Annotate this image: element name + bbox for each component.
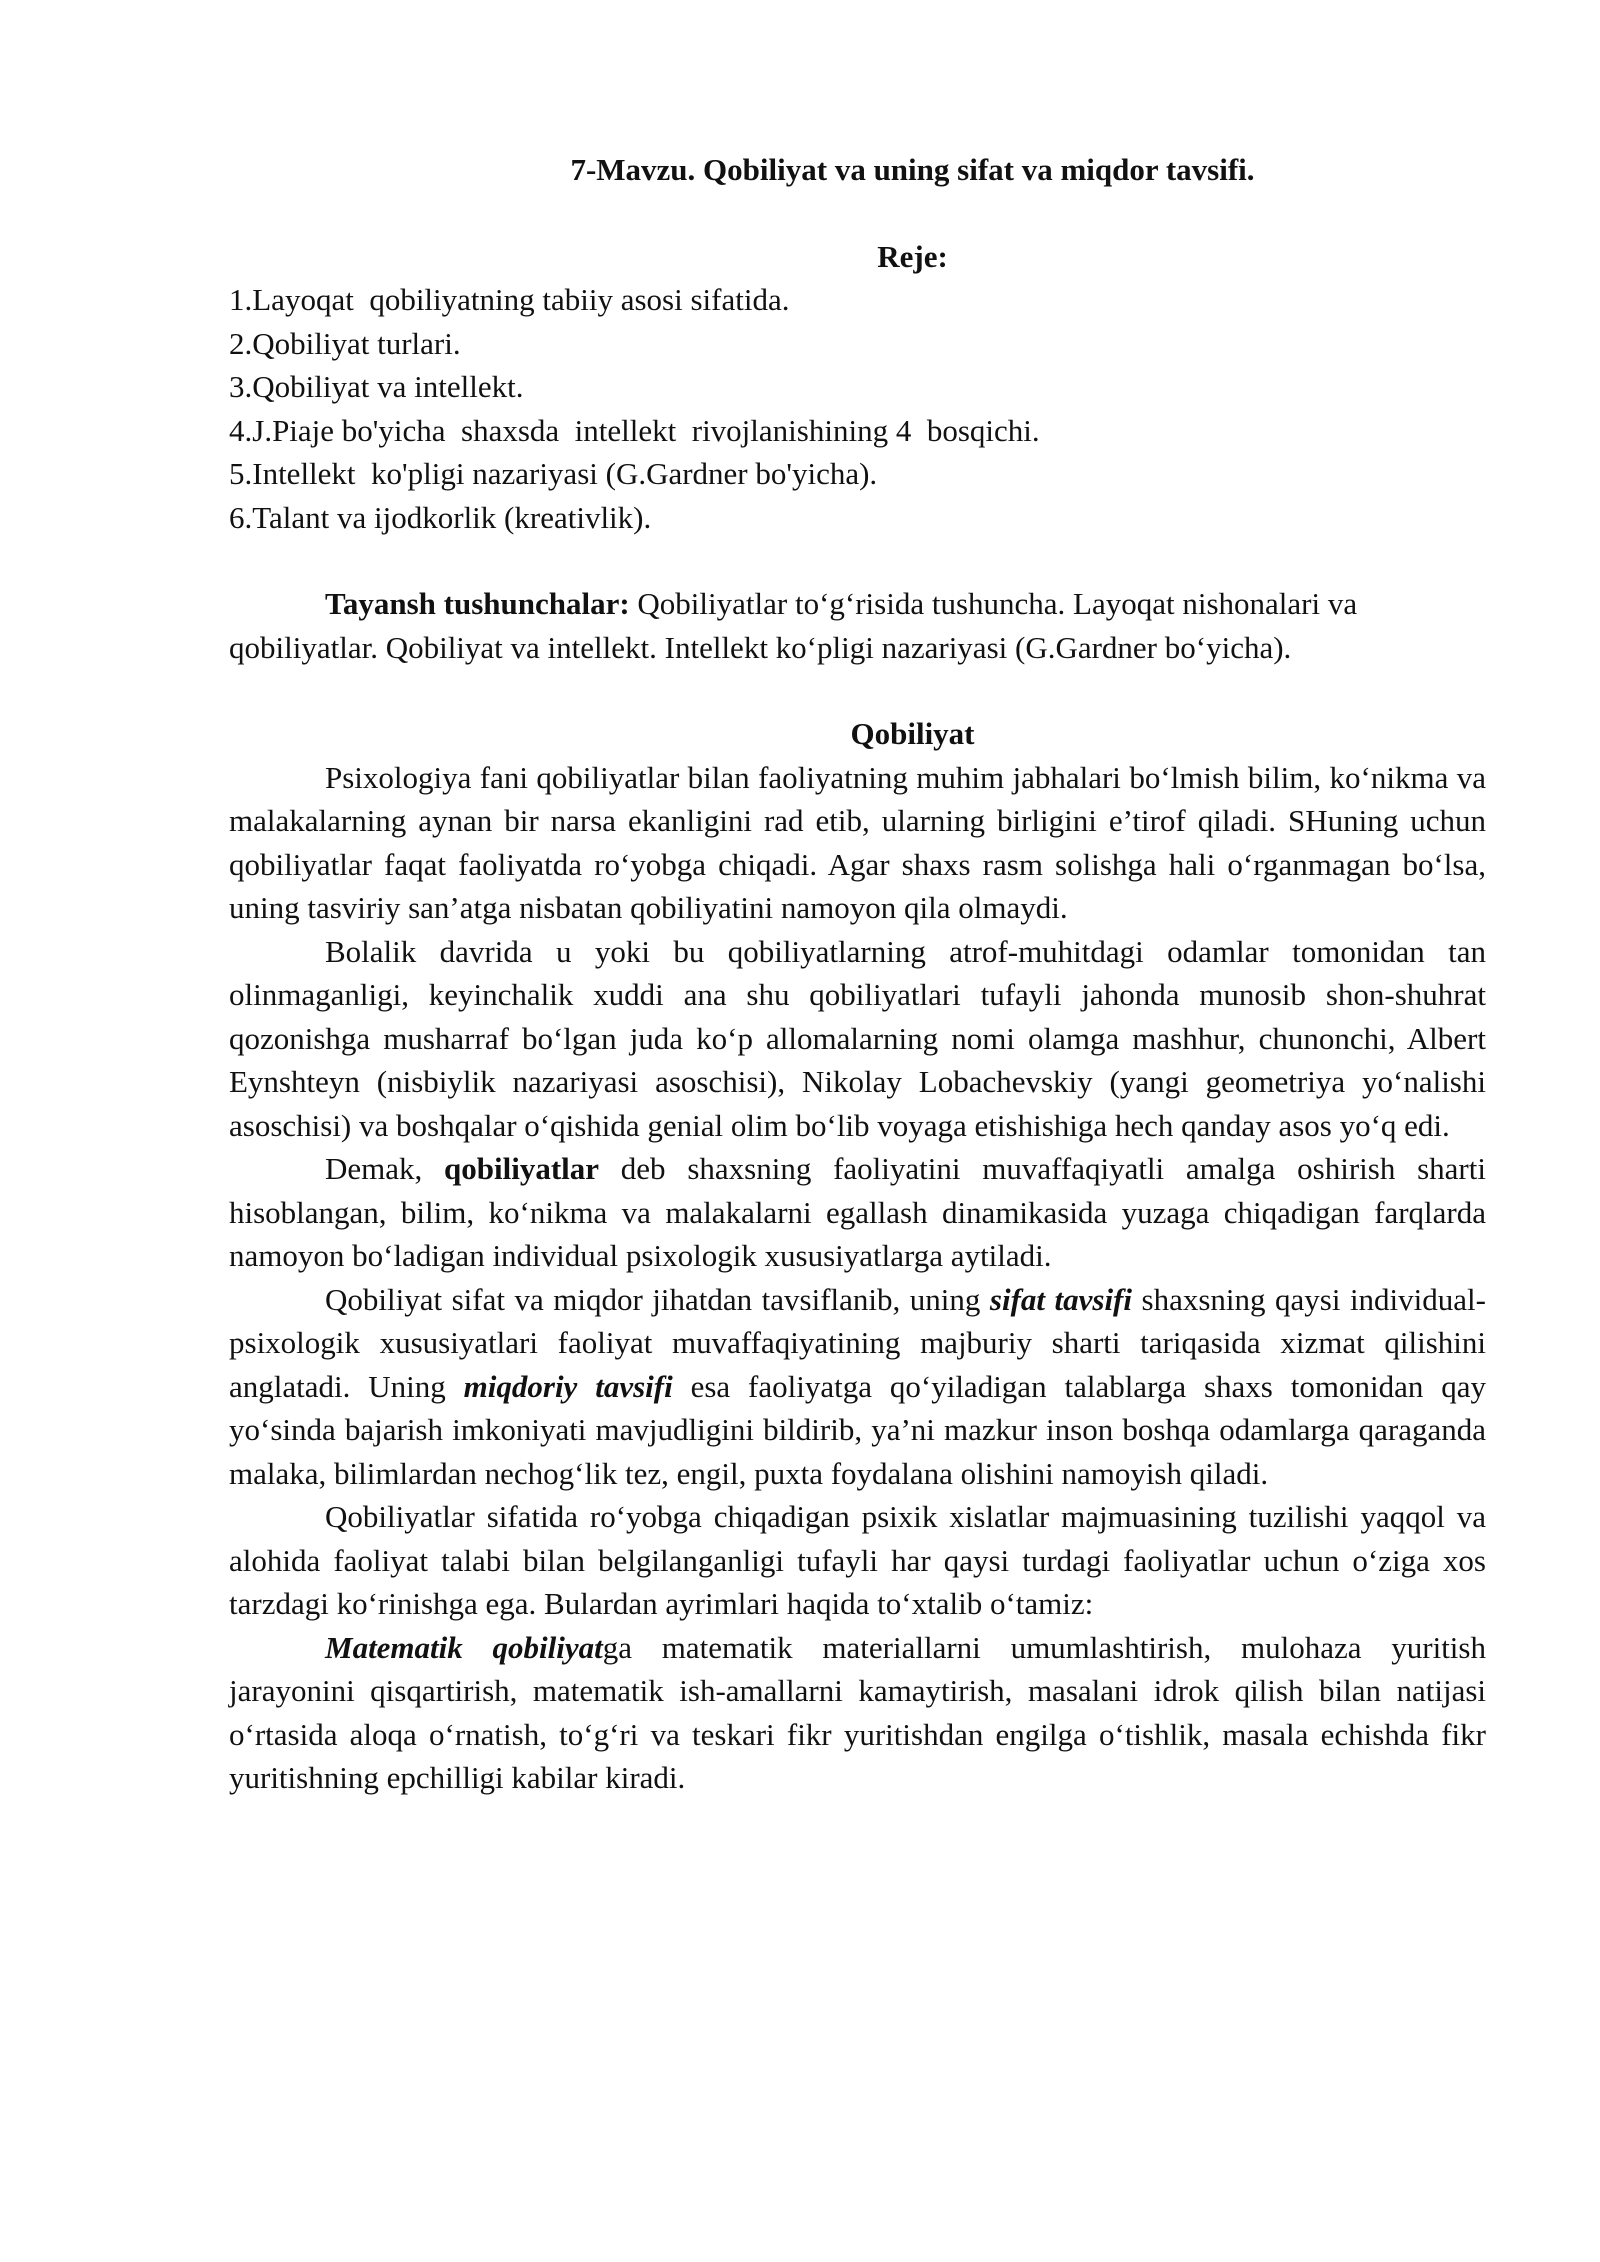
key-concepts-label: Tayansh tushunchalar:	[325, 586, 630, 621]
paragraph-text: shaxsning qaysi individual-psixologik xususiyatlari faoliyat muvaffaqiyatining majburiy sharti tariqasida xizmat qilishini anglatadi. Uning	[229, 1281, 1486, 1404]
plan-item: 3.Qobiliyat va intellekt.	[229, 369, 524, 404]
paragraph-text: Demak,	[325, 1151, 445, 1186]
body-paragraph-4	[229, 1278, 1486, 1496]
body-paragraph-6	[229, 1626, 1486, 1800]
plan-item: 2.Qobiliyat turlari.	[229, 325, 461, 361]
plan-item: 5.Intellekt ko'pligi nazariyasi (G.Gardner bo'yicha).	[229, 456, 878, 491]
section-heading: Qobiliyat	[850, 716, 975, 751]
paragraph-text: esa faoliyatga qo‘yiladigan talablarga shaxs tomonidan qay yo‘sinda bajarish imkoniyati mavjudligini bildirib, ya’ni mazkur inson boshqa odamlarga qaraganda malaka, bilimlardan nechog‘lik tez, engil, puxta foydalana olishini namoyish qiladi.	[229, 1368, 1487, 1491]
term-bold-italic: miqdoriy tavsifi	[463, 1368, 673, 1404]
term-bold: qobiliyatlar	[444, 1151, 600, 1186]
plan-item: 4.J.Piaje bo'yicha shaxsda intellekt rivojlanishining 4 bosqichi.	[229, 412, 1040, 448]
body-paragraph-5: Qobiliyatlar sifatida ro‘yobga chiqadigan psixik xislatlar majmuasining tuzilishi yaqqol va alohida faoliyat talabi bilan belgilanganligi tufayli har qaysi turdagi faoliyatlar uchun o‘ziga xos tarzdagi ko‘rinishga ega. Bulardan ayrimlari haqida to‘xtalib o‘tamiz:	[229, 1499, 1486, 1621]
body-paragraph-2: Bolalik davrida u yoki bu qobiliyatlarning atrof-muhitdagi odamlar tomonidan tan olinmaganligi, keyinchalik xuddi ana shu qobiliyatlari tufayli jahonda munosib shon-shuhrat qozonishga musharraf bo‘lgan juda ko‘p allomalarning nomi olamga mashhur, chunonchi, Albert Eynshteyn (nisbiylik nazariyasi asoschisi), Nikolay Lobachevskiy (yangi geometriya yo‘nalishi asoschisi) va boshqalar o‘qishida genial olim bo‘lib voyaga etishishiga hech qanday asos yo‘q edi.	[229, 933, 1486, 1143]
paragraph-text: Qobiliyat sifat va miqdor jihatdan tavsiflanib, uning	[325, 1281, 990, 1317]
key-concepts-paragraph	[229, 582, 1486, 669]
term-bold-italic: Matematik qobiliyat	[325, 1629, 603, 1665]
paragraph-text: deb shaxsning faoliyatini muvaffaqiyatli amalga oshirish sharti hisoblangan, bilim, ko‘nikma va malakalarni egallash dinamikasida yuzaga chiqadigan farqlarda namoyon bo‘ladigan individual psixologik xususiyatlarga aytiladi.	[229, 1151, 1486, 1273]
body-paragraph-3	[229, 1147, 1486, 1278]
plan-heading: Reje:	[877, 238, 948, 274]
paragraph-text: ga matematik materiallarni umumlashtirish, mulohaza yuritish jarayonini qisqartirish, matematik ish-amallarni kamaytirish, masalani idrok qilish bilan natijasi o‘rtasida aloqa o‘rnatish, to‘g‘ri va teskari fikr yuritishdan engilga o‘tishlik, masala echishda fikr yuritishning epchilligi kabilar kiradi.	[229, 1629, 1486, 1795]
key-concepts-text: Qobiliyatlar to‘g‘risida tushuncha. Layoqat nishonalari va qobiliyatlar. Qobiliyat va intellekt. Intellekt ko‘pligi nazariyasi (G.Gardner bo‘yicha).	[229, 586, 1358, 665]
plan-list	[229, 278, 1486, 539]
document-page	[229, 148, 1486, 1800]
page-title: 7-Mavzu. Qobiliyat va uning sifat va miqdor tavsifi.	[570, 152, 1255, 187]
body-paragraph-1: Psixologiya fani qobiliyatlar bilan faoliyatning muhim jabhalari bo‘lmish bilim, ko‘nikma va malakalarning aynan bir narsa ekanligini rad etib, ularning birligini e’tirof qiladi. SHuning uchun qobiliyatlar faqat faoliyatda ro‘yobga chiqadi. Agar shaxs rasm solishga hali o‘rganmagan bo‘lsa, uning tasviriy san’atga nisbatan qobiliyatini namoyon qila olmaydi.	[229, 759, 1486, 925]
plan-item: 1.Layoqat qobiliyatning tabiiy asosi sifatida.	[229, 282, 790, 317]
plan-item: 6.Talant va ijodkorlik (kreativlik).	[229, 499, 652, 535]
term-bold-italic: sifat tavsifi	[989, 1281, 1132, 1317]
